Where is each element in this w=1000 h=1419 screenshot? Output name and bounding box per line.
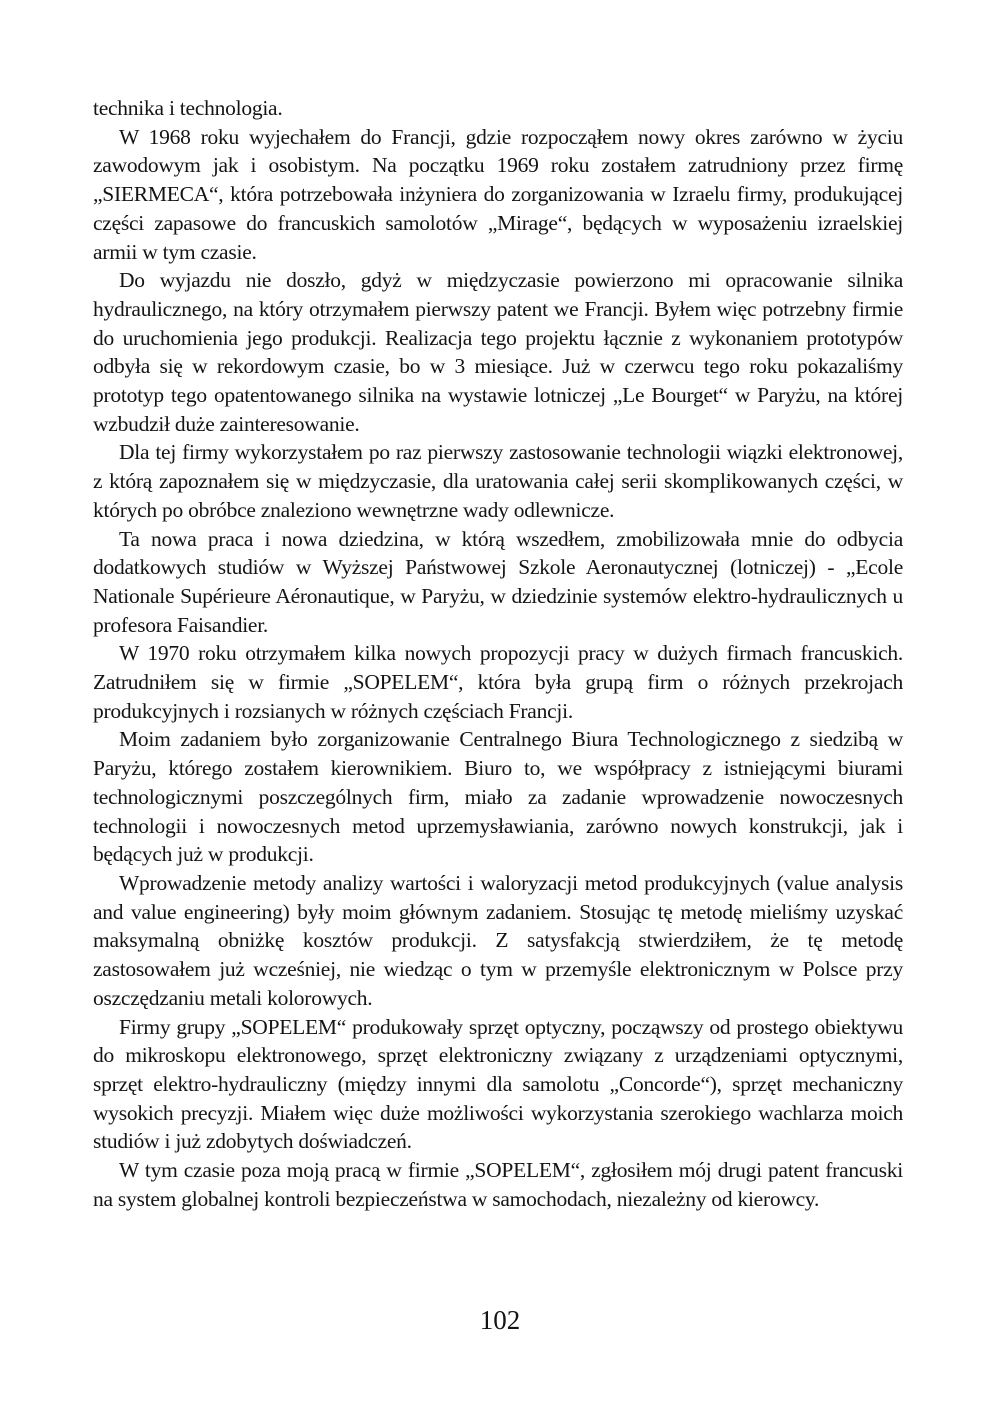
- paragraph-sopelem-products: Firmy grupy „SOPELEM“ produkowały sprzęt optyczny, począwszy od prostego obiektywu do mikroskopu elektronowego, sprzęt elektroniczny związany z urządzeniami optycznymi, sprzęt elektro-hydrauliczny (między innymi dla samolotu „Concorde“), sprzęt mechaniczny wysokich precyzji. Miałem więc duże możliwości wykorzystania szerokiego wachlarza moich studiów i już zdobytych doświadczeń.: [93, 1014, 903, 1154]
- page-number: 102: [479, 1305, 521, 1335]
- paragraph-sopelem-job: W 1970 roku otrzymałem kilka nowych propozycji pracy w dużych firmach francuskich. Zatrudniłem się w firmie „SOPELEM“, która była grupą firm o różnych przekrojach produkcyjnych i rozsianych w różnych częściach Francji.: [93, 641, 903, 723]
- paragraph-electron-beam: Dla tej firmy wykorzystałem po raz pierwszy zastosowanie technologii wiązki elektronowej, z którą zapoznałem się w międzyczasie, dla uratowania całej serii skomplikowanych części, w których po obróbce znaleziono wewnętrzne wady odlewnicze.: [93, 440, 903, 522]
- paragraph-value-analysis: Wprowadzenie metody analizy wartości i waloryzacji metod produkcyjnych (value analysis and value engineering) były moim głównym zadaniem. Stosując tę metodę mieliśmy uzyskać maksymalną obniżkę kosztów produkcji. Z satysfakcją stwierdziłem, że tę metodę zastosowałem już wcześniej, nie wiedząc o tym w przemyśle elektronicznym w Polsce przy oszczędzaniu metali kolorowych.: [93, 870, 903, 1010]
- paragraph-technology-bureau: Moim zadaniem było zorganizowanie Centralnego Biura Technologicznego z siedzibą w Paryżu, którego zostałem kierownikiem. Biuro to, we współpracy z istniejącymi biurami technologicznymi poszczególnych firm, miało za zadanie wprowadzenie nowoczesnych technologii i nowoczesnych metod uprzemysławiania, zarówno nowych konstrukcji, jak i będących już w produkcji.: [93, 727, 903, 867]
- paragraph-aeronautics-studies: Ta nowa praca i nowa dziedzina, w którą wszedłem, zmobilizowała mnie do odbycia dodatkowych studiów w Wyższej Państwowej Szkole Aeronautycznej (lotniczej) - „Ecole Nationale Supérieure Aéronautique, w Paryżu, w dziedzinie systemów elektro-hydraulicznych u profesora Faisandier.: [93, 526, 903, 637]
- paragraph-second-patent: W tym czasie poza moją pracą w firmie „SOPELEM“, zgłosiłem mój drugi patent francuski na system globalnej kontroli bezpieczeństwa w samochodach, niezależny od kierowcy.: [93, 1158, 903, 1211]
- paragraph-move-to-france: W 1968 roku wyjechałem do Francji, gdzie rozpocząłem nowy okres zarówno w życiu zawodowym jak i osobistym. Na początku 1969 roku zostałem zatrudniony przez firmę „SIERMECA“, która potrzebowała inżyniera do zorganizowania w Izraelu firmy, produkującej części zapasowe do francuskich samolotów „Mirage“, będących w wyposażeniu izraelskiej armii w tym czasie.: [93, 124, 903, 264]
- paragraph-continuation: technika i technologia.: [93, 96, 283, 120]
- document-page: [93, 94, 903, 1213]
- paragraph-hydraulic-engine: Do wyjazdu nie doszło, gdyż w międzyczasie powierzono mi opracowanie silnika hydraulicznego, na który otrzymałem pierwszy patent we Francji. Byłem więc potrzebny firmie do uruchomienia jego produkcji. Realizacja tego projektu łącznie z wykonaniem prototypów odbyła się w rekordowym czasie, bo w 3 miesiące. Już w czerwcu tego roku pokazaliśmy prototyp tego opatentowanego silnika na wystawie lotniczej „Le Bourget“ w Paryżu, na której wzbudził duże zainteresowanie.: [93, 268, 903, 436]
